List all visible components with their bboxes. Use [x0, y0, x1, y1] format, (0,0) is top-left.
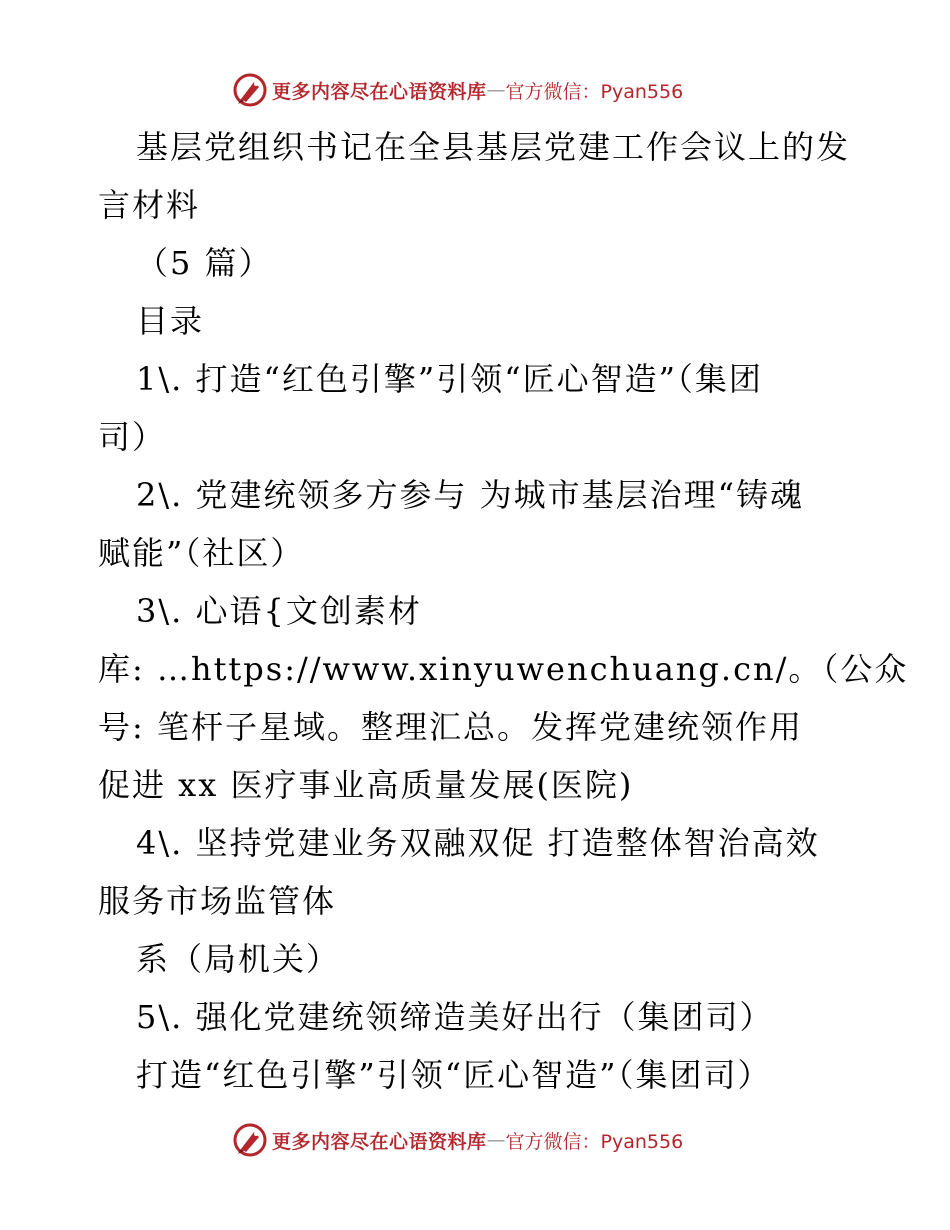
doc-title-line-1: 基层党组织书记在全县基层党建工作会议上的发: [136, 128, 851, 166]
toc-item-4-line-1: 4\. 坚持党建业务双融双促 打造整体智治高效: [136, 824, 820, 862]
toc-item-4-line-2: 服务市场监管体: [98, 882, 337, 920]
toc-item-3-line-3: 号: 笔杆子星域。整理汇总。发挥党建统领作用: [98, 708, 803, 746]
toc-item-1-line-2: 司）: [98, 418, 167, 456]
banner-wechat: 官方微信：Pyan556: [505, 1130, 684, 1153]
banner-separator: —: [486, 1129, 506, 1151]
toc-item-2-line-2: 赋能”（社区）: [98, 534, 305, 572]
doc-title-line-2: 言材料: [98, 186, 201, 224]
doc-subtitle: （5 篇）: [136, 244, 273, 282]
toc-item-2-line-1: 2\. 党建统领多方参与 为城市基层治理“铸魂: [136, 476, 805, 514]
banner-wechat: 官方微信：Pyan556: [505, 80, 684, 103]
toc-item-5: 5\. 强化党建统领缔造美好出行（集团司）: [136, 998, 774, 1036]
banner-text: 更多内容尽在心语资料库: [272, 80, 487, 103]
pen-logo-icon: [232, 72, 268, 108]
banner-text: 更多内容尽在心语资料库: [272, 1130, 487, 1153]
toc-heading: 目录: [136, 302, 205, 340]
section-1-heading: 打造“红色引擎”引领“匠心智造”（集团司）: [136, 1056, 772, 1094]
pen-logo-icon: [232, 1122, 268, 1158]
toc-item-3-line-2: 库: …https://www.xinyuwenchuang.cn/。（公众: [98, 650, 909, 688]
toc-item-3-line-1: 3\. 心语{文创素材: [136, 592, 422, 630]
toc-item-1-line-1: 1\. 打造“红色引擎”引领“匠心智造”（集团: [136, 360, 763, 398]
toc-item-4-line-3: 系（局机关）: [136, 940, 341, 978]
footer-banner: [232, 1122, 683, 1158]
document-body: [98, 118, 909, 1104]
toc-item-3-line-4: 促进 xx 医疗事业高质量发展(医院): [98, 766, 634, 804]
banner-separator: —: [486, 79, 506, 101]
header-banner: [232, 72, 683, 108]
